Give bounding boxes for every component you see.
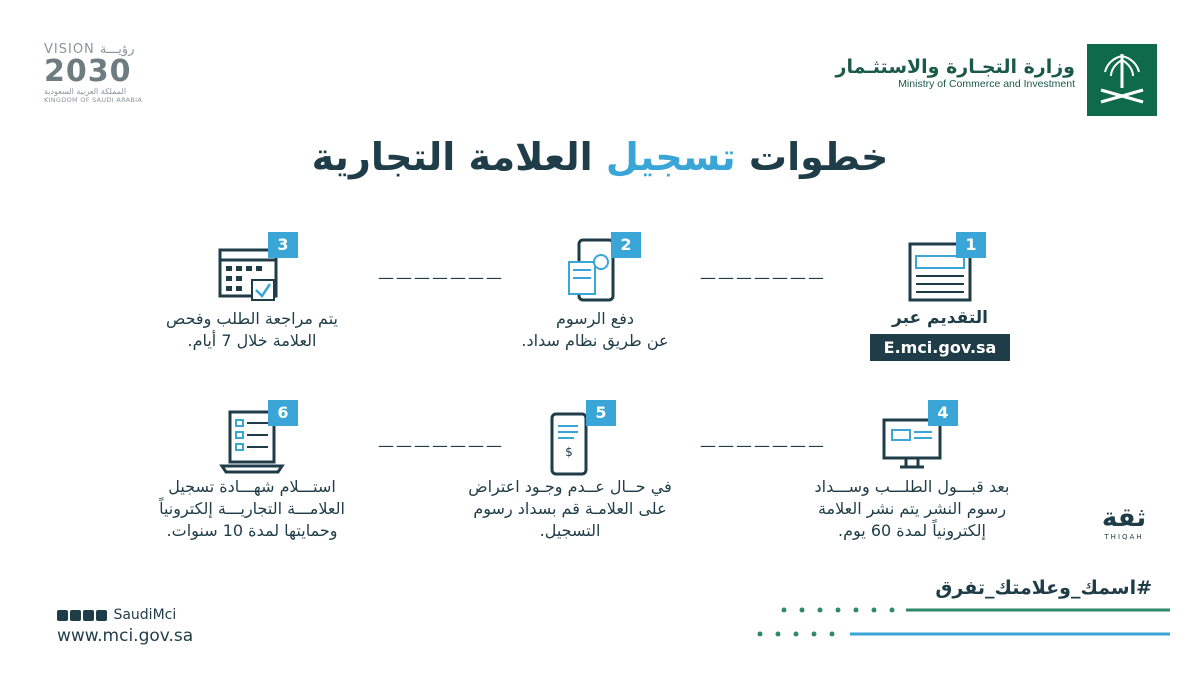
- page-title: [0, 135, 1200, 179]
- ministry-name: [836, 56, 1076, 90]
- step-6: [122, 404, 382, 542]
- youtube-icon[interactable]: [96, 610, 107, 621]
- step-text: يتم مراجعة الطلب وفحص: [166, 309, 338, 328]
- vision-arabic: المملكة العربية السعودية: [44, 87, 127, 96]
- laptop-certificate-icon: [212, 404, 292, 476]
- step-text: بعد قبـــول الطلـــب وســـداد: [814, 477, 1010, 496]
- step-text: دفع الرسوم: [555, 309, 635, 328]
- thiqah-arabic: ثقة: [1101, 503, 1147, 533]
- step-text: العلامة خلال 7 أيام.: [187, 331, 317, 350]
- step-text: استـــلام شهـــادة تسجيل: [168, 477, 336, 496]
- vision-english: KINGDOM OF SAUDI ARABIA: [44, 96, 143, 104]
- step-text: وحمايتها لمدة 10 سنوات.: [166, 521, 338, 540]
- step-number-badge: 5: [586, 400, 616, 426]
- thiqah-logo: [1094, 503, 1154, 541]
- step-text: في حــال عــدم وجـود اعتراض: [468, 477, 672, 496]
- step-5: [440, 404, 700, 542]
- step-text: إلكترونياً لمدة 60 يوم.: [838, 521, 986, 540]
- mobile-payment-icon: [555, 236, 635, 308]
- step-number-badge: 1: [956, 232, 986, 258]
- social-handle[interactable]: SaudiMci: [113, 607, 177, 623]
- step-text: التقديم عبر: [892, 308, 988, 328]
- step-text: عن طريق نظام سداد.: [521, 331, 669, 350]
- mobile-receipt-icon: [530, 404, 610, 476]
- vision-2030-logo: [44, 42, 144, 104]
- step-text: على العلامـة قم بسداد رسوم: [473, 499, 667, 518]
- step-number-badge: 2: [611, 232, 641, 258]
- monitor-icon: [872, 404, 952, 476]
- vision-year: 2030: [44, 54, 132, 89]
- title-highlight: تسجيل: [605, 135, 736, 179]
- step-2: [465, 236, 725, 352]
- hashtag: #اسمك_وعلامتك_تفرق: [935, 577, 1152, 599]
- step-1: [810, 236, 1070, 361]
- step-number-badge: 3: [268, 232, 298, 258]
- step-text: التسجيل.: [539, 521, 601, 540]
- facebook-icon[interactable]: [70, 610, 81, 621]
- connector: ———————: [378, 268, 504, 287]
- calendar-check-icon: [212, 236, 292, 308]
- twitter-icon[interactable]: [57, 610, 68, 621]
- vision-label: VISION رؤيـــة: [44, 42, 135, 57]
- svg-text:$: $: [565, 445, 573, 459]
- ministry-arabic: وزارة التجـارة والاستثـمار: [835, 56, 1075, 78]
- ministry-english: Ministry of Commerce and Investment: [898, 78, 1075, 90]
- connector: ———————: [700, 268, 826, 287]
- social-links: [57, 607, 176, 623]
- connector: ———————: [700, 436, 826, 455]
- step-text: رسوم النشر يتم نشر العلامة: [817, 499, 1007, 518]
- title-part1: خطوات: [735, 135, 889, 179]
- step-4: [782, 404, 1042, 542]
- connector: ———————: [378, 436, 504, 455]
- website-link[interactable]: www.mci.gov.sa: [57, 626, 194, 646]
- step-text: العلامـــة التجاريـــة إلكترونياً: [159, 499, 345, 518]
- step-3: [122, 236, 382, 352]
- saudi-emblem-icon: [1087, 44, 1157, 116]
- step-number-badge: 6: [268, 400, 298, 426]
- thiqah-english: THIQAH: [1104, 533, 1144, 541]
- decorative-dots: [730, 600, 1170, 640]
- portal-link[interactable]: E.mci.gov.sa: [870, 334, 1011, 361]
- step-number-badge: 4: [928, 400, 958, 426]
- title-part2: العلامة التجارية: [311, 135, 606, 179]
- web-form-icon: [900, 236, 980, 308]
- instagram-icon[interactable]: [83, 610, 94, 621]
